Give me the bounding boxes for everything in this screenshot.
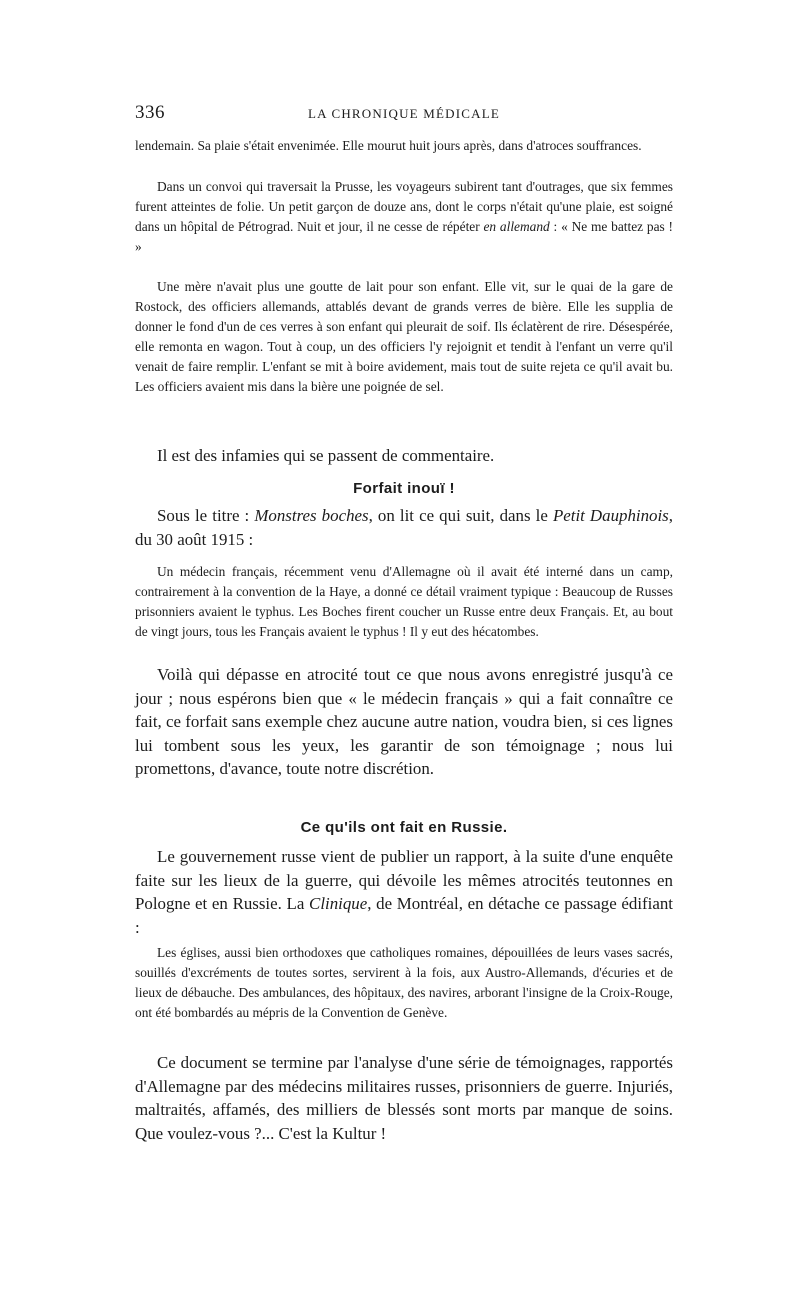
paragraph-text: Ce document se termine par l'analyse d'une série de témoignages, rapportés d'Allemagne par des médecins militaires russes, prisonniers de guerre. Injuriés, maltraités, affamés, des milliers de blessés sont morts par manque de soins. Que voulez-vous ?... C'est la Kultur ! — [135, 1053, 673, 1143]
section-heading-russie: Ce qu'ils ont fait en Russie. — [300, 819, 508, 836]
paragraph-text: lendemain. Sa plaie s'était envenimée. Elle mourut huit jours après, dans d'atroces souffrances. — [135, 138, 642, 153]
paragraph-text: : « Ne me battez pas ! » — [135, 219, 673, 254]
paragraph-text: Sous le titre : — [157, 506, 255, 525]
page-number: 336 — [135, 102, 165, 123]
quote-medecin — [135, 558, 673, 663]
paragraph-mother — [135, 277, 673, 440]
running-title: LA CHRONIQUE MÉDICALE — [307, 106, 501, 121]
paragraph-text: Il est des infamies qui se passent de commentaire. — [157, 446, 495, 465]
paragraph-text: , on lit ce qui suit, dans le — [368, 506, 553, 525]
page-body — [135, 136, 673, 1171]
paragraph-text: , du 30 août 1915 : — [135, 506, 673, 549]
italic-text: en allemand — [483, 219, 550, 234]
page-header — [135, 100, 673, 132]
paragraph-source — [135, 504, 673, 558]
paragraph-conclusion — [135, 1051, 673, 1171]
italic-text: Monstres boches — [254, 506, 369, 525]
paragraph-text: Une mère n'avait plus une goutte de lait pour son enfant. Elle vit, sur le quai de la gare de Rostock, des officiers allemands, attablés devant de grands verres de bière. Elle les supplia de donner le fond d'un de ces verres à son enfant qui pleurait de soif. Ils éclatèrent de rire. Désespérée, elle remonta en wagon. Tout à coup, un des officiers l'y rejoignit et tendit à l'enfant un verre qu'il venait de faire remplir. L'enfant se mit à boire avidement, mais tout de suite rejeta ce qu'il avait bu. Les officiers avaient mis dans la bière une poignée de sel. — [135, 279, 673, 394]
paragraph-text: Le gouvernement russe vient de publier un rapport, à la suite d'une enquête faite sur les lieux de la guerre, qui dévoile les mêmes atrocités teutonnes en Pologne et en Russie. La — [135, 847, 673, 913]
paragraph-text: , de Montréal, en détache ce passage édifiant : — [135, 894, 673, 937]
paragraph-commentary — [135, 663, 673, 811]
italic-text: Clinique — [309, 894, 368, 913]
paragraph-continuation — [135, 136, 673, 177]
paragraph-rapport — [135, 845, 673, 943]
paragraph-convoy — [135, 177, 673, 277]
paragraph-text: Dans un convoi qui traversait la Prusse, les voyageurs subirent tant d'outrages, que six femmes furent atteintes de folie. Un petit garçon de douze ans, dont le corps n'était qu'une plaie, est soigné dans un hôpital de Pétrograd. Nuit et jour, il ne cesse de répéter — [135, 179, 673, 234]
quote-eglises — [135, 943, 673, 1051]
italic-text: Petit Dauphinois — [552, 506, 669, 525]
quote-text: Les églises, aussi bien orthodoxes que catholiques romaines, dépouillées de leurs vases sacrés, souillés d'excréments de toutes sortes, servirent à la fois, aux Austro-Allemands, d'écuries et de lieux de débauche. Des ambulances, des hôpitaux, des navires, arborant l'insigne de la Croix-Rouge, ont été bombardés au mépris de la Convention de Genève. — [135, 945, 673, 1020]
paragraph-text: Voilà qui dépasse en atrocité tout ce que nous avons enregistré jusqu'à ce jour ; nous espérons bien que « le médecin français » qui a fait connaître ce fait, ce forfait sans exemple chez aucune autre nation, voudra bien, si ces lignes lui tombent sous les yeux, les garantir de son témoignage ; nous lui promettons, d'avance, toute notre discrétion. — [135, 665, 673, 778]
quote-text: Un médecin français, récemment venu d'Allemagne où il avait été interné dans un camp, contrairement à la convention de la Haye, a donné ce détail vraiment typique : Beaucoup de Russes prisonniers avaient le typhus. Les Boches firent coucher un Russe entre deux Français. Et, au bout de vingt jours, tous les Français avaient le typhus ! Il y eut des hécatombes. — [135, 564, 673, 639]
section-heading-forfait: Forfait inouï ! — [353, 480, 455, 497]
paragraph-infamies — [135, 440, 673, 474]
